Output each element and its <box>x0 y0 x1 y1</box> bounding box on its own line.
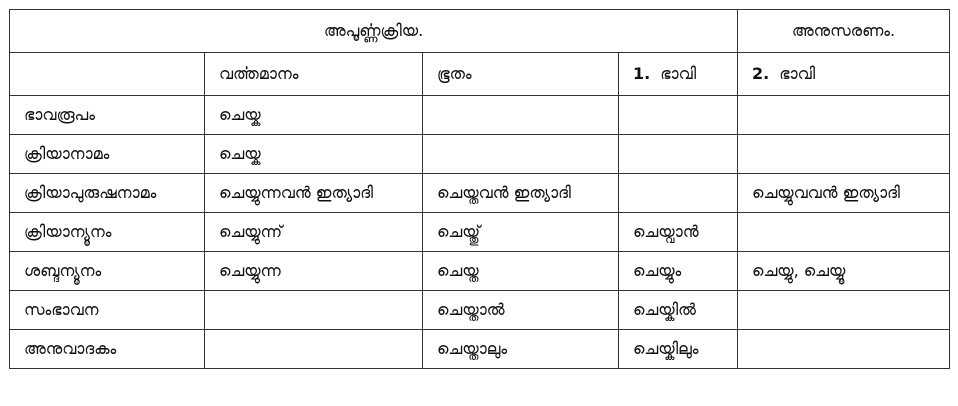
table-row <box>10 330 950 369</box>
subheader-present: വൎത്തമാനം <box>205 53 423 96</box>
cell-future-1: ചെയ്യും <box>619 252 738 291</box>
future-2-number: 2. <box>752 64 770 83</box>
cell-future-1 <box>619 174 738 213</box>
subheader-past: ഭൂതം <box>423 53 619 96</box>
cell-future-1: ചെയ്കിൽ <box>619 291 738 330</box>
table-row <box>10 291 950 330</box>
cell-future-1: ചെയ്കിലും <box>619 330 738 369</box>
subheader-future-2 <box>738 53 950 96</box>
header-group-incomplete-verb: അപൂൎണ്ണക്രിയ. <box>10 10 738 53</box>
row-label: ക്രിയാന്യൂനം <box>10 213 205 252</box>
table-row <box>10 135 950 174</box>
cell-past: ചെയ്താൽ <box>423 291 619 330</box>
cell-present: ചെയ്ക <box>205 135 423 174</box>
subheader-future-1 <box>619 53 738 96</box>
cell-present: ചെയ്യുന്നവൻ ഇത്യാദി <box>205 174 423 213</box>
future-1-number: 1. <box>633 64 651 83</box>
row-label: ക്രിയാനാമം <box>10 135 205 174</box>
cell-past <box>423 135 619 174</box>
cell-present: ചെയ്യുന്ന <box>205 252 423 291</box>
cell-future-2 <box>738 135 950 174</box>
cell-future-2: ചെയ്യുവവൻ ഇത്യാദി <box>738 174 950 213</box>
cell-future-2 <box>738 291 950 330</box>
row-label: ശബ്ദന്യൂനം <box>10 252 205 291</box>
cell-future-1 <box>619 135 738 174</box>
table-row <box>10 96 950 135</box>
row-label: ക്രിയാപുരുഷനാമം <box>10 174 205 213</box>
cell-past: ചെയ്താലും <box>423 330 619 369</box>
verb-conjugation-table <box>9 9 950 369</box>
cell-future-1: ചെയ്വാൻ <box>619 213 738 252</box>
subheader-empty-cell <box>10 53 205 96</box>
table-row <box>10 213 950 252</box>
cell-present <box>205 291 423 330</box>
cell-future-2: ചെയ്യു, ചെയ്യൂ <box>738 252 950 291</box>
cell-present: ചെയ്ക <box>205 96 423 135</box>
row-label: സംഭാവന <box>10 291 205 330</box>
future-1-label: ഭാവി <box>660 64 697 83</box>
cell-present: ചെയ്യുന്ന് <box>205 213 423 252</box>
cell-future-2 <box>738 213 950 252</box>
row-label: ഭാവരൂപം <box>10 96 205 135</box>
future-2-label: ഭാവി <box>779 64 816 83</box>
cell-present <box>205 330 423 369</box>
cell-past: ചെയ്തു് <box>423 213 619 252</box>
cell-past <box>423 96 619 135</box>
cell-past: ചെയ്ത <box>423 252 619 291</box>
header-row <box>10 10 950 53</box>
table-row <box>10 252 950 291</box>
cell-future-2 <box>738 330 950 369</box>
cell-future-2 <box>738 96 950 135</box>
row-label: അനുവാദകം <box>10 330 205 369</box>
table-row <box>10 174 950 213</box>
header-group-conformity: അനുസരണം. <box>738 10 950 53</box>
cell-past: ചെയ്തവൻ ഇത്യാദി <box>423 174 619 213</box>
subheader-row <box>10 53 950 96</box>
cell-future-1 <box>619 96 738 135</box>
